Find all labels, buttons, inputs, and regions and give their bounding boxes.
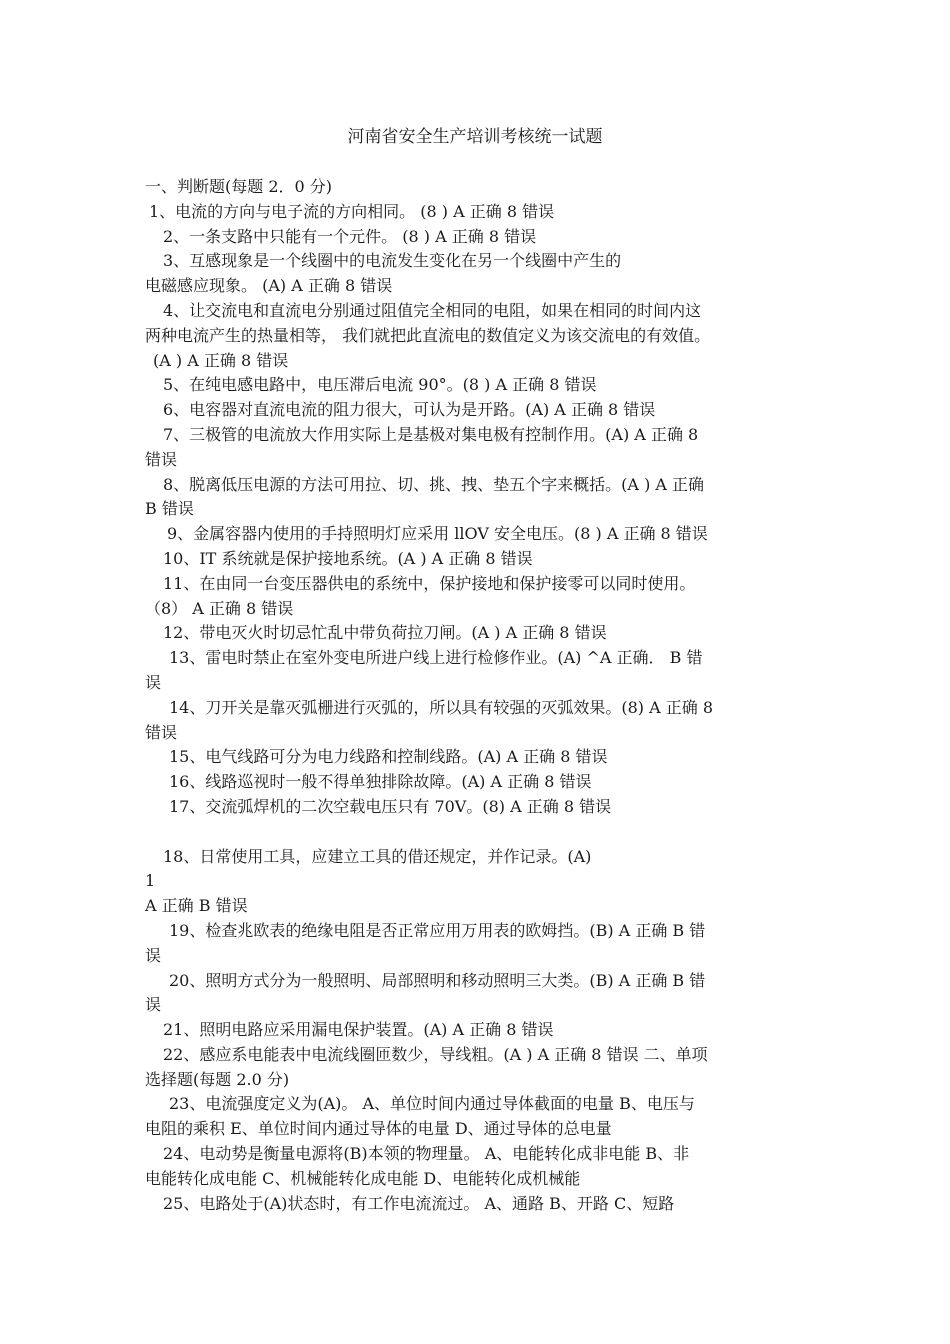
text-line: 6、电容器对直流电流的阻力很大，可认为是开路。(A) A 正确 8 错误 bbox=[163, 400, 656, 420]
text-line: 8、脱离低压电源的方法可用拉、切、挑、拽、垫五个字来概括。(A ) A 正确 bbox=[163, 474, 705, 494]
text-line: 24、电动势是衡量电源将(B)本领的物理量。 A、电能转化成非电能 B、非 bbox=[163, 1144, 690, 1164]
question-list bbox=[145, 175, 825, 1216]
text-line: 两种电流产生的热量相等， 我们就把此直流电的数值定义为该交流电的有效值。 bbox=[145, 325, 711, 345]
text-line: 25、电路处于(A)状态时，有工作电流流过。 A、通路 B、开路 C、短路 bbox=[163, 1193, 675, 1213]
text-line: 错误 bbox=[145, 722, 178, 742]
text-line: 20、照明方式分为一般照明、局部照明和移动照明三大类。(B) A 正确 B 错 bbox=[169, 970, 706, 990]
text-line: 1、电流的方向与电子流的方向相同。 (8 ) A 正确 8 错误 bbox=[149, 201, 555, 221]
text-line: A 正确 B 错误 bbox=[145, 896, 248, 916]
text-line: 11、在由同一台变压器供电的系统中，保护接地和保护接零可以同时使用。 bbox=[163, 573, 696, 593]
text-line: 23、电流强度定义为(A)。 A、单位时间内通过导体截面的电量 B、电压与 bbox=[169, 1094, 695, 1114]
text-line: 误 bbox=[145, 995, 162, 1015]
blank-line bbox=[145, 820, 825, 845]
text-line: 电阻的乘积 E、单位时间内通过导体的电量 D、通过导体的总电量 bbox=[145, 1119, 612, 1139]
text-line: 电能转化成电能 C、机械能转化成电能 D、电能转化成机械能 bbox=[145, 1168, 581, 1188]
document-title: 河南省安全生产培训考核统一试题 bbox=[347, 127, 603, 147]
text-line: 17、交流弧焊机的二次空载电压只有 70V。(8) A 正确 8 错误 bbox=[169, 796, 612, 816]
text-line: 4、让交流电和直流电分别通过阻值完全相同的电阻，如果在相同的时间内这 bbox=[163, 300, 702, 320]
text-line: 3、互感现象是一个线圈中的电流发生变化在另一个线圈中产生的 bbox=[163, 251, 622, 271]
text-line: 选择题(每题 2.0 分) bbox=[145, 1069, 290, 1089]
text-line: 1 bbox=[145, 871, 156, 891]
text-line: 18、日常使用工具，应建立工具的借还规定，并作记录。(A) bbox=[163, 846, 592, 866]
text-line: (A ) A 正确 8 错误 bbox=[153, 350, 289, 370]
text-line: 21、照明电路应采用漏电保护装置。(A) A 正确 8 错误 bbox=[163, 1020, 554, 1040]
text-line: B 错误 bbox=[145, 499, 194, 519]
text-line: 14、刀开关是靠灭弧栅进行灭弧的，所以具有较强的灭弧效果。(8) A 正确 8 bbox=[169, 697, 714, 717]
text-line: 7、三极管的电流放大作用实际上是基极对集电极有控制作用。(A) A 正确 8 bbox=[163, 424, 699, 444]
text-line: 电磁感应现象。 (A) A 正确 8 错误 bbox=[145, 276, 393, 296]
text-line: 5、在纯电感电路中，电压滞后电流 90°。(8 ) A 正确 8 错误 bbox=[163, 375, 597, 395]
text-line: 误 bbox=[145, 945, 162, 965]
text-line: 9、金属容器内使用的手持照明灯应采用 llOV 安全电压。(8 ) A 正确 8 错误 bbox=[167, 524, 708, 544]
text-line: 16、线路巡视时一般不得单独排除故障。(A) A 正确 8 错误 bbox=[169, 772, 592, 792]
text-line: 19、检查兆欧表的绝缘电阻是否正常应用万用表的欧姆挡。(B) A 正确 B 错 bbox=[169, 920, 706, 940]
text-line: 13、雷电时禁止在室外变电所进户线上进行检修作业。(A) ^A 正确． B 错 bbox=[169, 648, 703, 668]
text-line: 15、电气线路可分为电力线路和控制线路。(A) A 正确 8 错误 bbox=[169, 747, 608, 767]
text-line: 错误 bbox=[145, 449, 178, 469]
text-line: 一、判断题(每题 2．0 分) bbox=[145, 177, 333, 196]
text-line: （8） A 正确 8 错误 bbox=[145, 598, 294, 618]
text-line: 12、带电灭火时切忌忙乱中带负荷拉刀闸。(A ) A 正确 8 错误 bbox=[163, 623, 607, 643]
text-line: 误 bbox=[145, 672, 162, 692]
text-line: 22、感应系电能表中电流线圈匝数少，导线粗。(A ) A 正确 8 错误 二、单项 bbox=[163, 1044, 708, 1064]
text-line: 2、一条支路中只能有一个元件。 (8 ) A 正确 8 错误 bbox=[163, 226, 537, 246]
text-line: 10、IT 系统就是保护接地系统。(A ) A 正确 8 错误 bbox=[163, 548, 533, 568]
